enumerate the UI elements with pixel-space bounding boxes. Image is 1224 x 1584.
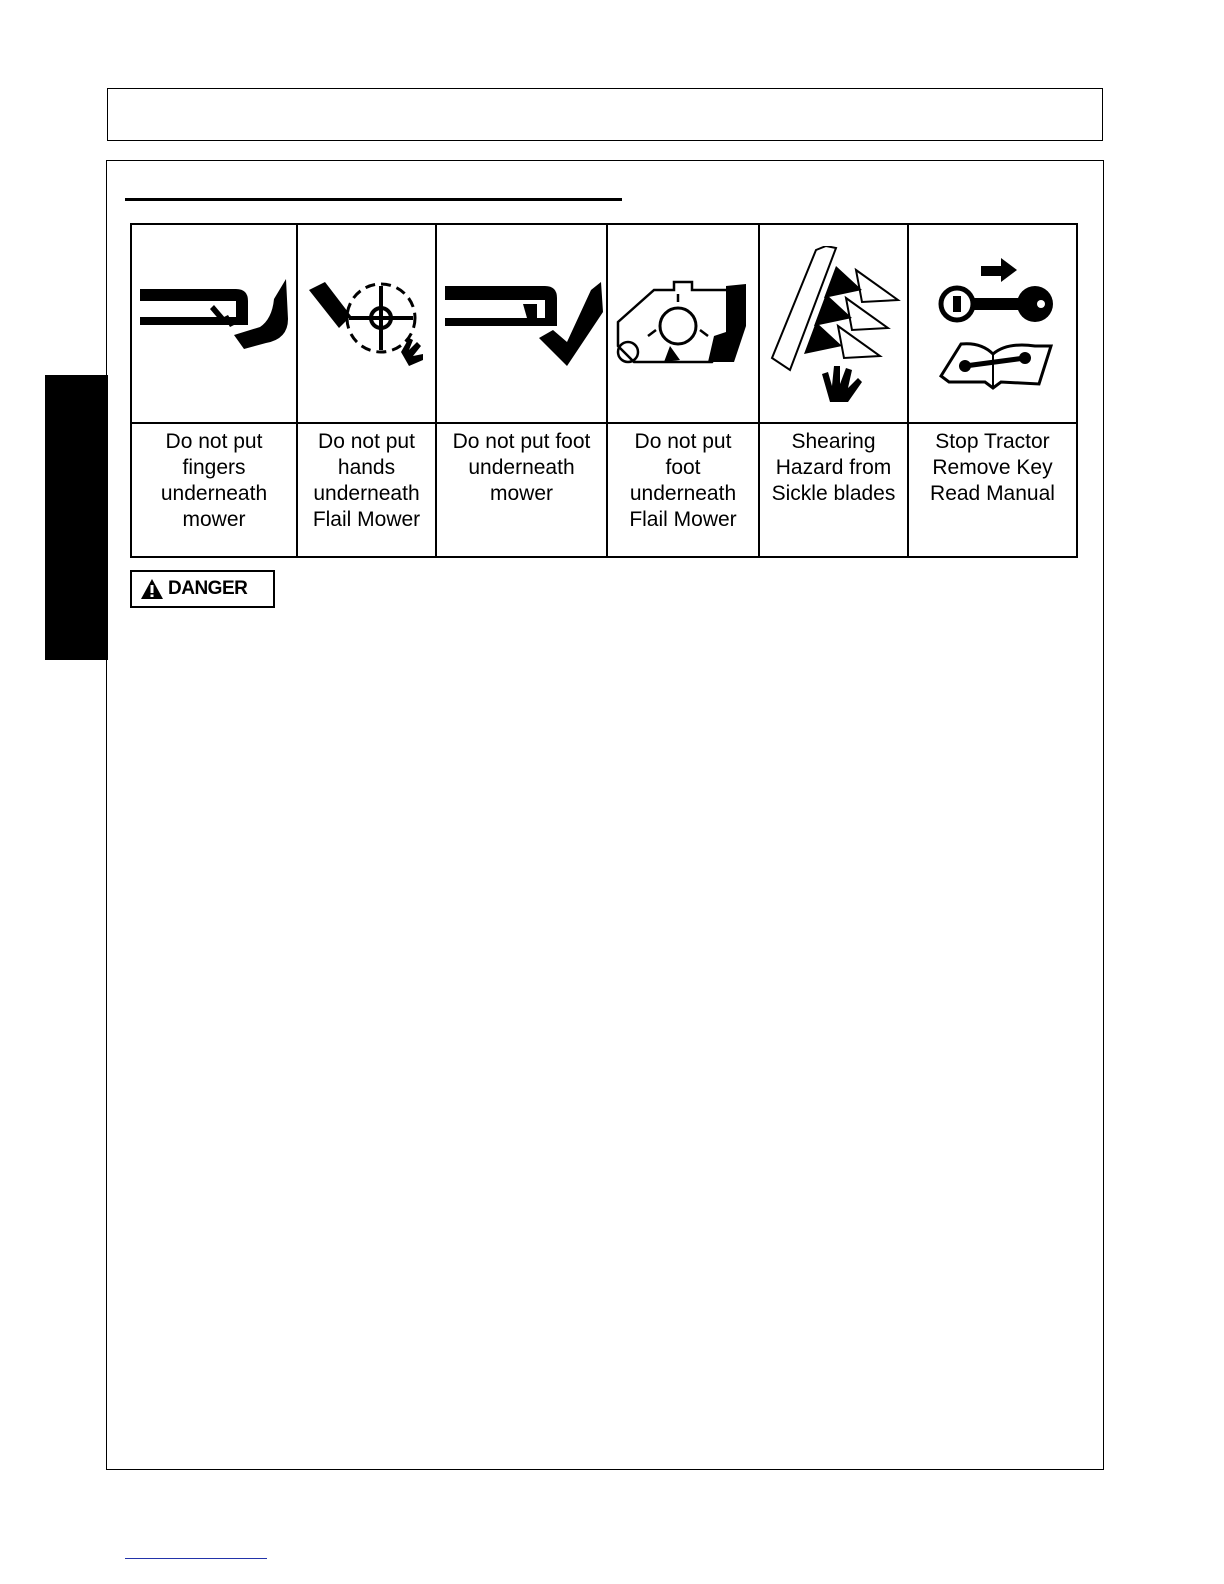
fingers-under-mower-icon <box>136 279 292 369</box>
icon-cell <box>131 224 297 423</box>
icon-cell <box>297 224 436 423</box>
page-header-box <box>107 88 1103 141</box>
icon-label: Do not put foot underneath Flail Mower <box>629 430 737 531</box>
sickle-shearing-icon <box>766 246 902 402</box>
icon-label-cell <box>908 423 1077 557</box>
icon-cell <box>607 224 759 423</box>
danger-badge <box>130 570 275 608</box>
section-side-tab <box>45 375 108 660</box>
icon-label: Shearing Hazard from Sickle blades <box>771 430 896 505</box>
foot-under-mower-icon <box>441 282 603 366</box>
icon-label-cell <box>436 423 607 557</box>
icon-cell <box>759 224 908 423</box>
danger-label: DANGER <box>168 578 248 599</box>
safety-icon-table <box>130 223 1078 558</box>
icon-label-cell <box>607 423 759 557</box>
foot-under-flail-mower-icon <box>614 276 752 372</box>
footer-link-underline <box>125 1558 267 1559</box>
icon-cell <box>436 224 607 423</box>
icon-label-cell <box>131 423 297 557</box>
icon-label-cell <box>759 423 908 557</box>
section-heading-rule <box>125 198 622 201</box>
icon-label: Do not put foot underneath mower <box>452 430 591 505</box>
icon-cell <box>908 224 1077 423</box>
icon-label: Do not put hands underneath Flail Mower <box>312 430 421 531</box>
icon-label: Do not put fingers underneath mower <box>160 430 268 531</box>
warning-triangle-icon <box>140 578 164 600</box>
icon-label: Stop Tractor Remove Key Read Manual <box>930 430 1055 505</box>
stop-remove-key-manual-icon <box>931 258 1055 390</box>
hands-under-flail-mower-icon <box>305 276 429 372</box>
icon-label-cell <box>297 423 436 557</box>
